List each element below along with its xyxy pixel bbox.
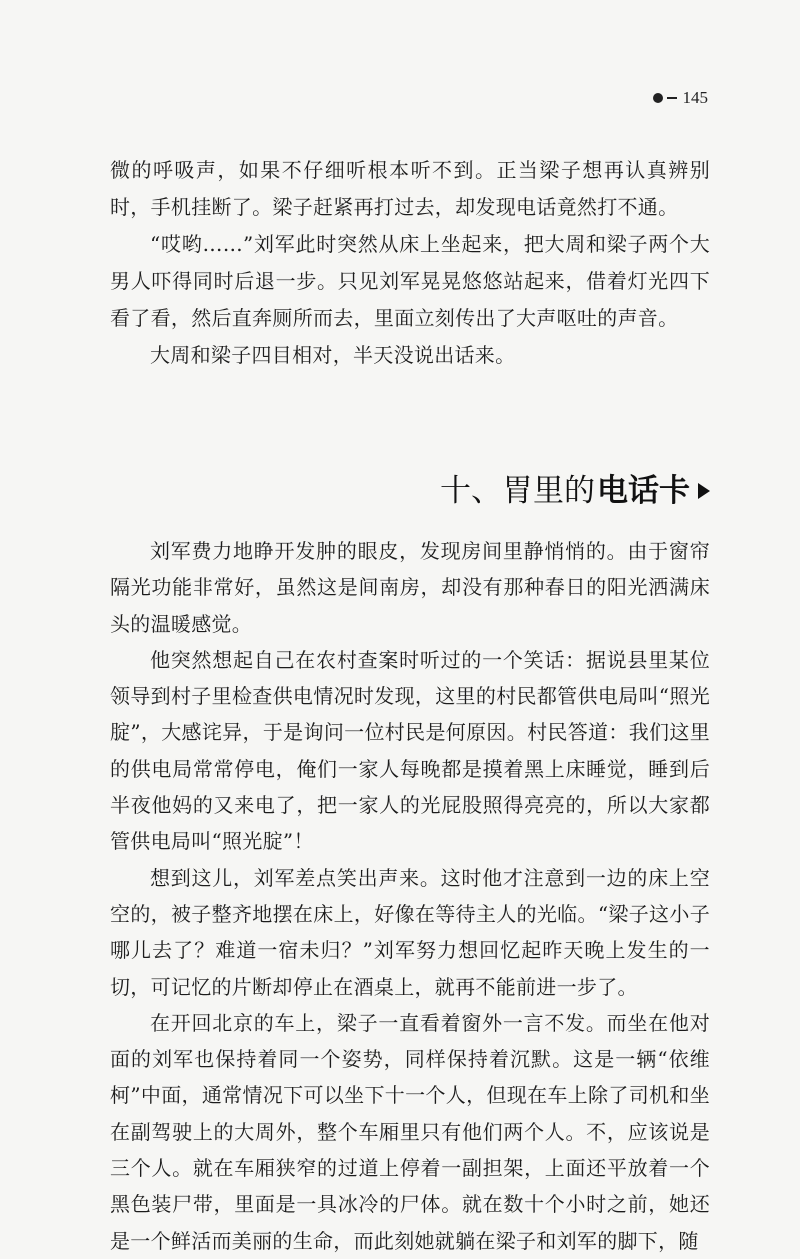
- triangle-right-icon: [698, 483, 710, 499]
- section-heading-prefix: 十、胃里的: [440, 473, 595, 509]
- page-header: [653, 88, 709, 108]
- paragraph: 在开回北京的车上，梁子一直看着窗外一言不发。而坐在他对面的刘军也保持着同一个姿势，同样保持着沉默。这是一辆“依维柯”中面，通常情况下可以坐下十一个人，但现在车上除了司机和坐在副驾驶上的大周外，整个车厢里只有他们两个人。不，应该说是三个人。就在车厢狭窄的过道上停着一副担架，上面还平放着一个黑色装尸带，里面是一具冰冷的尸体。就在数十个小时之前，她还是一个鲜活而美丽的生命，而此刻她就躺在梁子和刘军的脚下，随: [110, 1010, 710, 1253]
- page-number: 145: [682, 88, 708, 107]
- bullet-icon: [653, 93, 663, 103]
- paragraph: 大周和梁子四目相对，半天没说出话来。: [150, 343, 516, 367]
- paragraph: “哎哟……”刘军此时突然从床上坐起来，把大周和梁子两个大男人吓得同时后退一步。只见刘军晃晃悠悠站起来，借着灯光四下看了看，然后直奔厕所而去，里面立刻传出了大声呕吐的声音。: [110, 232, 710, 330]
- paragraph: 微的呼吸声，如果不仔细听根本听不到。正当梁子想再认真辨别时，手机挂断了。梁子赶紧再打过去，却发现电话竟然打不通。: [110, 158, 710, 219]
- dash-icon: [667, 97, 677, 99]
- section-continuation: [110, 152, 710, 374]
- section-heading-bold: 电话卡: [597, 473, 690, 509]
- paragraph: 想到这儿，刘军差点笑出声来。这时他才注意到一边的床上空空的，被子整齐地摆在床上，好像在等待主人的光临。“梁子这小子哪儿去了？难道一宿未归？”刘军努力想回忆起昨天晚上发生的一切，可记忆的片断却停止在酒桌上，就再不能前进一步了。: [110, 865, 710, 999]
- page-body: [110, 152, 710, 1259]
- section-body: [110, 533, 710, 1259]
- section-heading: [110, 471, 710, 511]
- paragraph: 刘军费力地睁开发肿的眼皮，发现房间里静悄悄的。由于窗帘隔光功能非常好，虽然这是间南房，却没有那种春日的阳光洒满床头的温暖感觉。: [110, 539, 710, 636]
- paragraph: 他突然想起自己在农村查案时听过的一个笑话：据说县里某位领导到村子里检查供电情况时发现，这里的村民都管供电局叫“照光腚”，大感诧异，于是询问一位村民是何原因。村民答道：我们这里的供电局常常停电，俺们一家人每晚都是摸着黑上床睡觉，睡到后半夜他妈的又来电了，把一家人的光屁股照得亮亮的，所以大家都管供电局叫“照光腚”！: [110, 647, 710, 854]
